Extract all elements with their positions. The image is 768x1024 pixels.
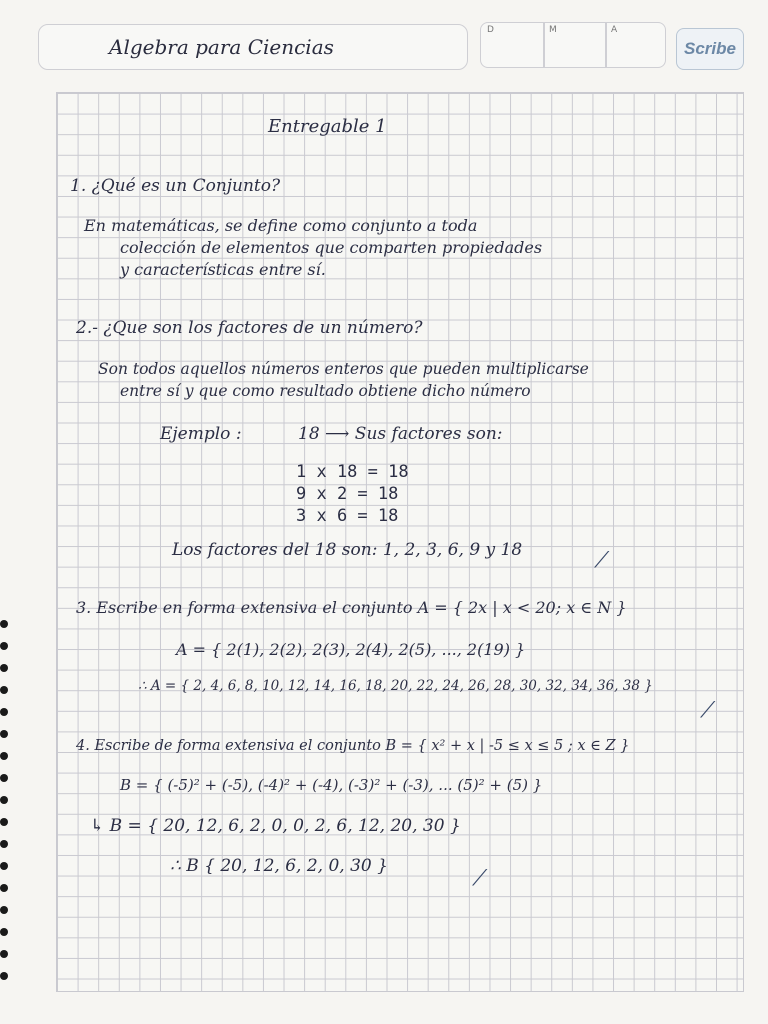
- brand-logo: [676, 28, 744, 70]
- q2-conclusion: Los factores del 18 son: 1, 2, 3, 6, 9 y 18: [172, 540, 523, 560]
- check-mark-icon: ⟋: [594, 548, 610, 573]
- q4-line: ∴ B { 20, 12, 6, 2, 0, 30 }: [170, 856, 388, 876]
- q2-product-line: 9 x 2 = 18: [296, 484, 399, 504]
- q2-answer-line: Son todos aquellos números enteros que pueden multiplicarse: [98, 360, 589, 378]
- assignment-heading: Entregable 1: [268, 116, 387, 137]
- title-box: [38, 24, 468, 70]
- notebook-title: Algebra para Ciencias: [109, 35, 334, 59]
- q2-example-intro: 18 ⟶ Sus factores son:: [298, 424, 503, 444]
- q2-question: 2.- ¿Que son los factores de un número?: [76, 318, 423, 338]
- date-year-label: A: [611, 25, 618, 35]
- q1-answer-line: En matemáticas, se define como conjunto a toda: [84, 216, 478, 235]
- q4-question: 4. Escribe de forma extensiva el conjunto B = { x² + x | -5 ≤ x ≤ 5 ; x ∈ Z }: [76, 738, 630, 754]
- q4-line: B = { (-5)² + (-5), (-4)² + (-4), (-3)² + (-3), ... (5)² + (5) }: [120, 776, 543, 794]
- q3-line: ∴ A = { 2, 4, 6, 8, 10, 12, 14, 16, 18, 20, 22, 24, 26, 28, 30, 32, 34, 36, 38 }: [138, 678, 653, 694]
- date-divider: [605, 23, 607, 67]
- q2-product-line: 3 x 6 = 18: [296, 506, 399, 526]
- date-divider: [543, 23, 545, 67]
- q1-answer-line: colección de elementos que comparten propiedades: [120, 238, 543, 257]
- date-day-label: D: [487, 25, 494, 35]
- q4-line: ↳ B = { 20, 12, 6, 2, 0, 0, 2, 6, 12, 20, 30 }: [90, 816, 461, 836]
- q3-question: 3. Escribe en forma extensiva el conjunto A = { 2x | x < 20; x ∈ N }: [76, 598, 627, 617]
- q1-answer-line: y características entre sí.: [120, 260, 326, 279]
- q2-product-line: 1 x 18 = 18: [296, 462, 409, 482]
- q1-question: 1. ¿Qué es un Conjunto?: [70, 176, 281, 196]
- brand-logo-text: Scribe: [684, 39, 736, 58]
- q2-answer-line: entre sí y que como resultado obtiene dicho número: [120, 382, 531, 400]
- date-month-label: M: [549, 25, 557, 35]
- date-box: [480, 22, 666, 68]
- binding-holes: [0, 620, 10, 994]
- q2-example-label: Ejemplo :: [160, 424, 242, 444]
- check-mark-icon: ⟋: [700, 698, 716, 723]
- q3-line: A = { 2(1), 2(2), 2(3), 2(4), 2(5), ..., 2(19) }: [176, 640, 526, 659]
- check-mark-icon: ⟋: [472, 866, 488, 891]
